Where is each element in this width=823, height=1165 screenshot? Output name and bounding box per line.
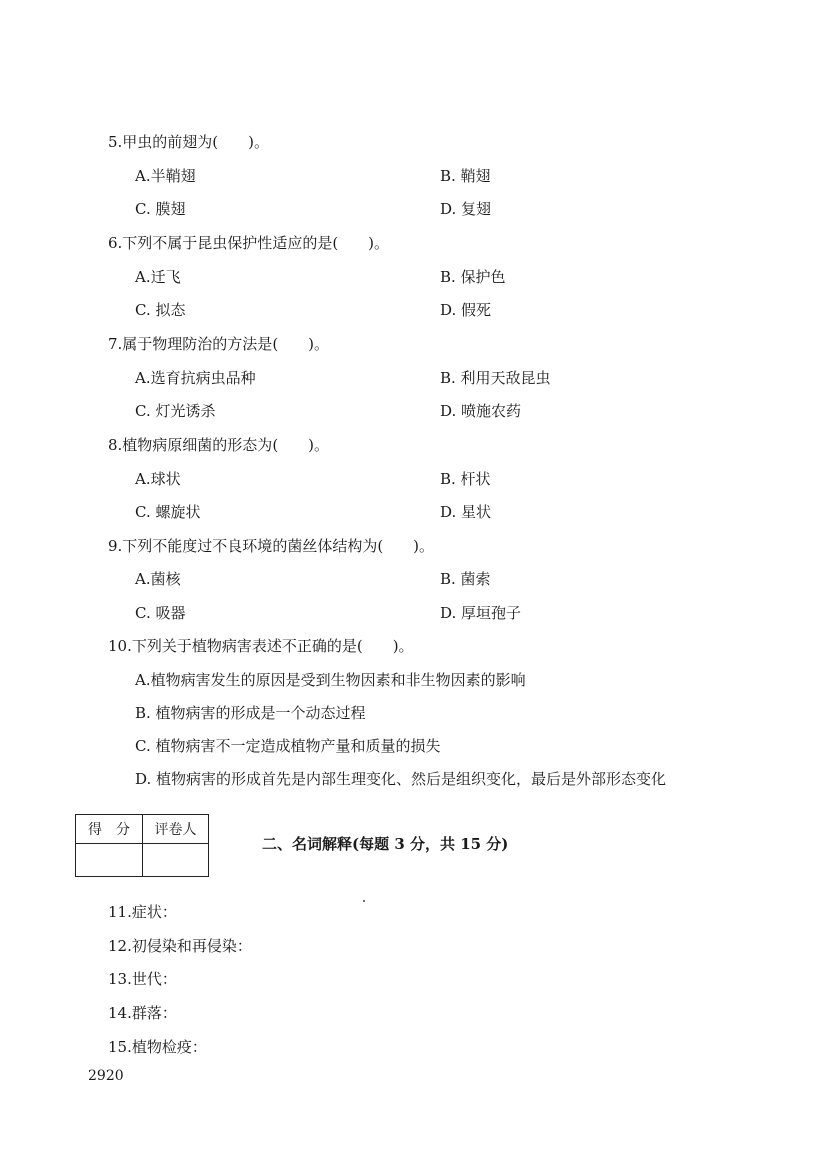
term-15: 15.植物检疫：	[108, 1038, 207, 1056]
question-7-option-c: C. 灯光诱杀	[135, 402, 216, 420]
question-8-option-c: C. 螺旋状	[135, 503, 201, 521]
term-14: 14.群落：	[108, 1004, 177, 1022]
score-table	[75, 814, 209, 877]
question-9-stem: 9.下列不能度过不良环境的菌丝体结构为( )。	[108, 537, 435, 555]
question-10-option-d: D. 植物病害的形成首先是内部生理变化、然后是组织变化，最后是外部形态变化	[135, 770, 667, 788]
question-8-option-d: D. 星状	[440, 503, 492, 521]
question-6-option-d: D. 假死	[440, 301, 492, 319]
question-6-option-b: B. 保护色	[440, 268, 506, 286]
term-11: 11.症状：	[108, 903, 177, 921]
stray-dot	[363, 900, 365, 902]
term-12: 12.初侵染和再侵染：	[108, 937, 252, 955]
question-7-option-a: A.选育抗病虫品种	[135, 369, 256, 387]
question-6-stem: 6.下列不属于昆虫保护性适应的是( )。	[108, 234, 390, 252]
question-5-option-d: D. 复翅	[440, 200, 492, 218]
question-9-option-a: A.菌核	[135, 570, 181, 588]
score-header: 得 分	[88, 822, 130, 838]
question-5-option-b: B. 鞘翅	[440, 167, 491, 185]
question-9-option-d: D. 厚垣孢子	[440, 604, 522, 622]
question-7-option-d: D. 喷施农药	[440, 402, 522, 420]
section-2-title: 二、名词解释(每题 3 分，共 15 分)	[262, 835, 509, 853]
question-8-stem: 8.植物病原细菌的形态为( )。	[108, 436, 330, 454]
question-8-option-a: A.球状	[135, 470, 181, 488]
question-6-option-c: C. 拟态	[135, 301, 186, 319]
question-10-option-a: A.植物病害发生的原因是受到生物因素和非生物因素的影响	[135, 671, 526, 689]
question-9-option-b: B. 菌索	[440, 570, 491, 588]
question-9-option-c: C. 吸器	[135, 604, 186, 622]
question-7-option-b: B. 利用天敌昆虫	[440, 369, 551, 387]
question-8-option-b: B. 杆状	[440, 470, 491, 488]
term-13: 13.世代：	[108, 970, 177, 988]
question-5-option-c: C. 膜翅	[135, 200, 186, 218]
question-7-stem: 7.属于物理防治的方法是( )。	[108, 335, 330, 353]
question-10-stem: 10.下列关于植物病害表述不正确的是( )。	[108, 637, 414, 655]
page-code: 2920	[88, 1068, 124, 1084]
question-10-option-b: B. 植物病害的形成是一个动态过程	[135, 704, 366, 722]
grader-header: 评卷人	[154, 822, 197, 838]
question-10-option-c: C. 植物病害不一定造成植物产量和质量的损失	[135, 737, 441, 755]
question-5-stem: 5.甲虫的前翅为( )。	[108, 133, 270, 151]
question-6-option-a: A.迁飞	[135, 268, 181, 286]
question-5-option-a: A.半鞘翅	[135, 167, 196, 185]
